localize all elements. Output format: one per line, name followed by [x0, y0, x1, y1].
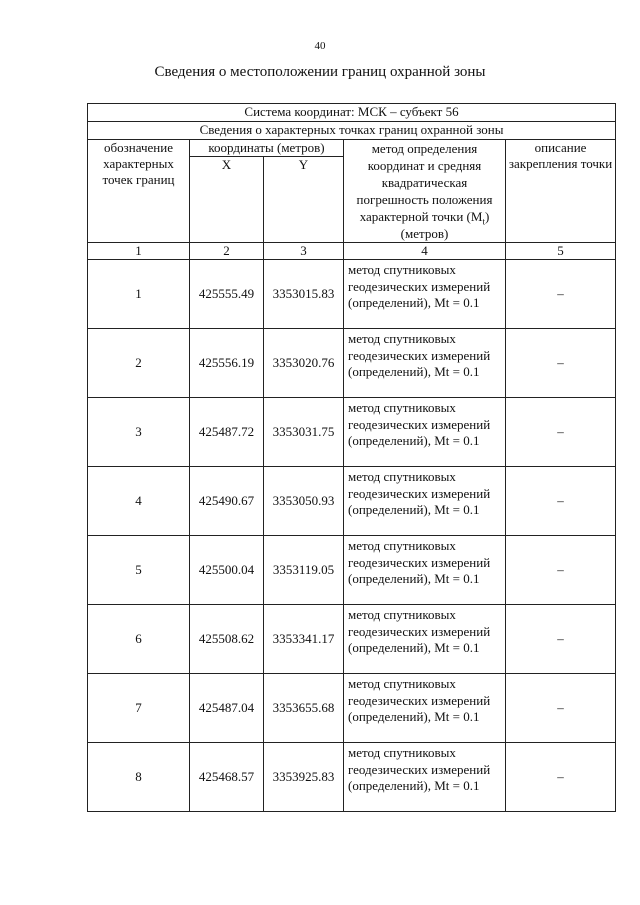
- y-coordinate-cell: 3353655.68: [264, 674, 344, 743]
- header-y: Y: [264, 157, 344, 243]
- y-coordinate-cell: 3353341.17: [264, 605, 344, 674]
- coordinate-system-header: Система координат: МСК – субъект 56: [88, 104, 616, 122]
- method-cell: метод спутниковых геодезических измерений (определений), Mt = 0.1: [344, 398, 506, 467]
- table-row: [88, 536, 616, 605]
- header-method: [344, 140, 506, 243]
- column-number: 2: [190, 243, 264, 260]
- fixing-description-cell: –: [506, 329, 616, 398]
- y-coordinate-cell: 3353020.76: [264, 329, 344, 398]
- column-number: 1: [88, 243, 190, 260]
- point-number-cell: 1: [88, 260, 190, 329]
- header-coordinates: координаты (метров): [190, 140, 344, 157]
- column-number: 3: [264, 243, 344, 260]
- y-coordinate-cell: 3353925.83: [264, 743, 344, 812]
- point-number-cell: 3: [88, 398, 190, 467]
- method-cell: метод спутниковых геодезических измерений (определений), Mt = 0.1: [344, 260, 506, 329]
- method-cell: метод спутниковых геодезических измерений (определений), Mt = 0.1: [344, 743, 506, 812]
- header-method-tail: ) (метров): [400, 209, 490, 241]
- x-coordinate-cell: 425508.62: [190, 605, 264, 674]
- header-method-text: метод определения координат и средняя квадратическая погрешность положения характерной точки (M: [356, 141, 493, 224]
- table-row: [88, 467, 616, 536]
- method-cell: метод спутниковых геодезических измерений (определений), Mt = 0.1: [344, 467, 506, 536]
- table-row: [88, 398, 616, 467]
- fixing-description-cell: –: [506, 536, 616, 605]
- table-row: [88, 605, 616, 674]
- point-number-cell: 5: [88, 536, 190, 605]
- y-coordinate-cell: 3353050.93: [264, 467, 344, 536]
- table-row: [88, 260, 616, 329]
- fixing-description-cell: –: [506, 260, 616, 329]
- x-coordinate-cell: 425555.49: [190, 260, 264, 329]
- point-number-cell: 6: [88, 605, 190, 674]
- x-coordinate-cell: 425468.57: [190, 743, 264, 812]
- column-number: 4: [344, 243, 506, 260]
- table-row: [88, 329, 616, 398]
- point-number-cell: 7: [88, 674, 190, 743]
- method-cell: метод спутниковых геодезических измерений (определений), Mt = 0.1: [344, 605, 506, 674]
- method-cell: метод спутниковых геодезических измерений (определений), Mt = 0.1: [344, 329, 506, 398]
- boundary-points-table: [87, 103, 616, 812]
- point-number-cell: 4: [88, 467, 190, 536]
- header-method-subscript: t: [482, 216, 485, 227]
- x-coordinate-cell: 425490.67: [190, 467, 264, 536]
- column-number: 5: [506, 243, 616, 260]
- x-coordinate-cell: 425487.04: [190, 674, 264, 743]
- header-fixing-description: описание закрепления точки: [506, 140, 616, 243]
- method-cell: метод спутниковых геодезических измерений (определений), Mt = 0.1: [344, 536, 506, 605]
- fixing-description-cell: –: [506, 605, 616, 674]
- fixing-description-cell: –: [506, 674, 616, 743]
- point-number-cell: 8: [88, 743, 190, 812]
- x-coordinate-cell: 425500.04: [190, 536, 264, 605]
- table-row: [88, 674, 616, 743]
- page-number: 40: [314, 40, 326, 52]
- header-x: X: [190, 157, 264, 243]
- section-header: Сведения о характерных точках границ охранной зоны: [88, 122, 616, 140]
- fixing-description-cell: –: [506, 398, 616, 467]
- point-number-cell: 2: [88, 329, 190, 398]
- method-cell: метод спутниковых геодезических измерений (определений), Mt = 0.1: [344, 674, 506, 743]
- fixing-description-cell: –: [506, 743, 616, 812]
- page-title: Сведения о местоположении границ охранной зоны: [154, 64, 486, 80]
- y-coordinate-cell: 3353031.75: [264, 398, 344, 467]
- y-coordinate-cell: 3353119.05: [264, 536, 344, 605]
- header-point-designation: обозначение характерных точек границ: [88, 140, 190, 243]
- x-coordinate-cell: 425487.72: [190, 398, 264, 467]
- y-coordinate-cell: 3353015.83: [264, 260, 344, 329]
- x-coordinate-cell: 425556.19: [190, 329, 264, 398]
- table-row: [88, 743, 616, 812]
- fixing-description-cell: –: [506, 467, 616, 536]
